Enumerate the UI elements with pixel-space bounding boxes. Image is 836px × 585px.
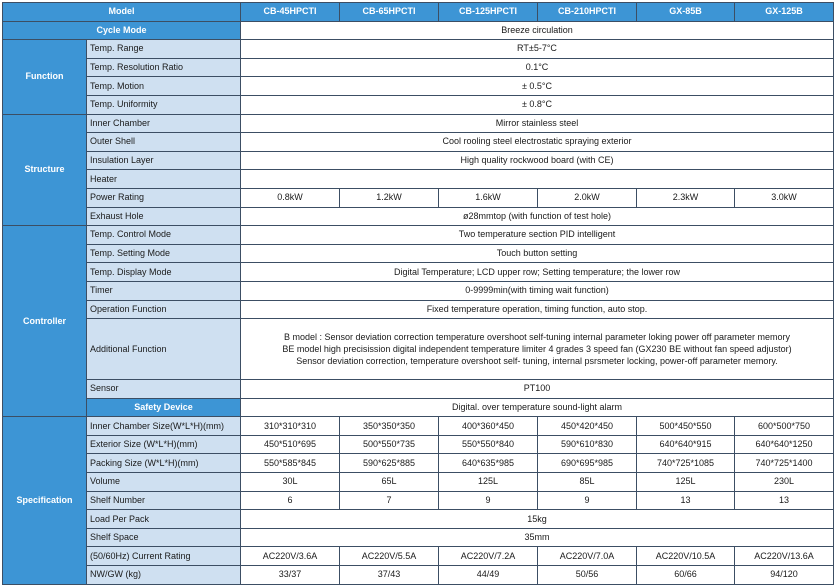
- cell-value: 3.0kW: [735, 188, 834, 207]
- row-value: Digital Temperature; LCD upper row; Setting temperature; the lower row: [241, 263, 834, 282]
- model-name: CB-65HPCTI: [340, 3, 439, 22]
- row-label: Additional Function: [87, 319, 241, 380]
- cell-value: 37/43: [340, 566, 439, 585]
- table-row: [3, 300, 834, 319]
- table-row: [3, 95, 834, 114]
- cell-value: 2.3kW: [637, 188, 735, 207]
- cell-value: 85L: [538, 473, 637, 492]
- model-name: CB-210HPCTI: [538, 3, 637, 22]
- additional-function-line: BE model high precisission digital independent temperature limiter 4 grades 3 speed fan (GX230 BE without fan speed adjustor): [282, 344, 792, 355]
- table-row: [3, 417, 834, 436]
- cell-value: 6: [241, 491, 340, 510]
- row-label: Shelf Number: [87, 491, 241, 510]
- cell-value: 640*635*985: [439, 454, 538, 473]
- table-row: [3, 77, 834, 96]
- table-row: [3, 454, 834, 473]
- cycle-mode-value: Breeze circulation: [241, 21, 834, 40]
- table-row: [3, 281, 834, 300]
- cell-value: 44/49: [439, 566, 538, 585]
- cell-value: 13: [637, 491, 735, 510]
- safety-device-value: Digital. over temperature sound-light alarm: [241, 398, 834, 417]
- cell-value: 125L: [637, 473, 735, 492]
- row-label: Temp. Resolution Ratio: [87, 58, 241, 77]
- row-value: Mirror stainless steel: [241, 114, 834, 133]
- cycle-mode-label: Cycle Mode: [3, 21, 241, 40]
- cell-value: AC220V/10.5A: [637, 547, 735, 566]
- table-row: [3, 566, 834, 585]
- row-label: Insulation Layer: [87, 151, 241, 170]
- cell-value: 65L: [340, 473, 439, 492]
- table-row: [3, 435, 834, 454]
- cell-value: 450*420*450: [538, 417, 637, 436]
- table-row: [3, 319, 834, 380]
- additional-function-line: B model : Sensor deviation correction temperature overshoot self-tuning internal parameter loking power off parameter memory: [283, 332, 791, 343]
- table-row: [3, 263, 834, 282]
- function-group-label: Function: [3, 40, 87, 114]
- cell-value: 50/56: [538, 566, 637, 585]
- row-label: Outer Shell: [87, 133, 241, 152]
- cell-value: 30L: [241, 473, 340, 492]
- row-label: Temp. Uniformity: [87, 95, 241, 114]
- row-value: 35mm: [241, 528, 834, 547]
- row-value: ø28mmtop (with function of test hole): [241, 207, 834, 226]
- cell-value: 310*310*310: [241, 417, 340, 436]
- cell-value: 640*640*915: [637, 435, 735, 454]
- row-label: Volume: [87, 473, 241, 492]
- row-label: Temp. Range: [87, 40, 241, 59]
- cell-value: 640*640*1250: [735, 435, 834, 454]
- table-row: [3, 473, 834, 492]
- cell-value: 230L: [735, 473, 834, 492]
- cell-value: 450*510*695: [241, 435, 340, 454]
- cell-value: 0.8kW: [241, 188, 340, 207]
- spec-table: [2, 2, 834, 585]
- row-label: Power Rating: [87, 188, 241, 207]
- table-row: [3, 491, 834, 510]
- row-label: Operation Function: [87, 300, 241, 319]
- table-row: [3, 58, 834, 77]
- model-name: CB-45HPCTI: [241, 3, 340, 22]
- table-row: [3, 510, 834, 529]
- safety-device-row: [3, 398, 834, 417]
- cell-value: AC220V/7.0A: [538, 547, 637, 566]
- cell-value: 1.6kW: [439, 188, 538, 207]
- cell-value: 9: [538, 491, 637, 510]
- row-label: NW/GW (kg): [87, 566, 241, 585]
- row-label: Inner Chamber: [87, 114, 241, 133]
- cell-value: 1.2kW: [340, 188, 439, 207]
- controller-group-label: Controller: [3, 226, 87, 417]
- cell-value: AC220V/5.5A: [340, 547, 439, 566]
- cell-value: 125L: [439, 473, 538, 492]
- cell-value: 94/120: [735, 566, 834, 585]
- table-row: [3, 207, 834, 226]
- specification-group-label: Specification: [3, 417, 87, 584]
- row-value: Fixed temperature operation, timing function, auto stop.: [241, 300, 834, 319]
- row-label: Exhaust Hole: [87, 207, 241, 226]
- additional-function-line: Sensor deviation correction, temperature overshoot self- tuning, internal psrsmeter locking, power-off parameter memory.: [296, 356, 778, 367]
- cell-value: 690*695*985: [538, 454, 637, 473]
- cell-value: 590*610*830: [538, 435, 637, 454]
- table-row: [3, 170, 834, 189]
- row-value: 0.1°C: [241, 58, 834, 77]
- table-row: [3, 244, 834, 263]
- row-label: (50/60Hz) Current Rating: [87, 547, 241, 566]
- row-label: Temp. Display Mode: [87, 263, 241, 282]
- cell-value: 550*585*845: [241, 454, 340, 473]
- row-label: Sensor: [87, 380, 241, 399]
- table-row: [3, 226, 834, 245]
- table-row: [3, 380, 834, 399]
- cell-value: 350*350*350: [340, 417, 439, 436]
- row-value: High quality rockwood board (with CE): [241, 151, 834, 170]
- cell-value: 2.0kW: [538, 188, 637, 207]
- table-row: [3, 40, 834, 59]
- safety-device-label: Safety Device: [87, 398, 241, 417]
- header-row: [3, 3, 834, 22]
- model-name: GX-125B: [735, 3, 834, 22]
- cell-value: 590*625*885: [340, 454, 439, 473]
- row-value: ± 0.8°C: [241, 95, 834, 114]
- table-row: [3, 133, 834, 152]
- cell-value: 550*550*840: [439, 435, 538, 454]
- row-label: Temp. Setting Mode: [87, 244, 241, 263]
- cell-value: 500*550*735: [340, 435, 439, 454]
- row-value: ± 0.5°C: [241, 77, 834, 96]
- cell-value: AC220V/7.2A: [439, 547, 538, 566]
- row-value: 15kg: [241, 510, 834, 529]
- row-value: Cool rooling steel electrostatic spraying exterior: [241, 133, 834, 152]
- row-value: RT±5-7°C: [241, 40, 834, 59]
- row-label: Temp. Motion: [87, 77, 241, 96]
- model-name: CB-125HPCTI: [439, 3, 538, 22]
- row-label: Temp. Control Mode: [87, 226, 241, 245]
- row-value: Two temperature section PID intelligent: [241, 226, 834, 245]
- cell-value: 9: [439, 491, 538, 510]
- cell-value: 400*360*450: [439, 417, 538, 436]
- row-label: Exterior Size (W*L*H)(mm): [87, 435, 241, 454]
- row-value: Touch button setting: [241, 244, 834, 263]
- cycle-mode-row: [3, 21, 834, 40]
- cell-value: 33/37: [241, 566, 340, 585]
- table-row: [3, 547, 834, 566]
- table-row: [3, 114, 834, 133]
- row-value: PT100: [241, 380, 834, 399]
- cell-value: 600*500*750: [735, 417, 834, 436]
- cell-value: 60/66: [637, 566, 735, 585]
- row-label: Heater: [87, 170, 241, 189]
- structure-group-label: Structure: [3, 114, 87, 226]
- cell-value: AC220V/13.6A: [735, 547, 834, 566]
- row-label: Packing Size (W*L*H)(mm): [87, 454, 241, 473]
- row-value: 0-9999min(with timing wait function): [241, 281, 834, 300]
- row-label: Shelf Space: [87, 528, 241, 547]
- table-row: [3, 151, 834, 170]
- model-header: Model: [3, 3, 241, 22]
- row-label: Timer: [87, 281, 241, 300]
- cell-value: 740*725*1085: [637, 454, 735, 473]
- cell-value: 13: [735, 491, 834, 510]
- cell-value: 740*725*1400: [735, 454, 834, 473]
- cell-value: 500*450*550: [637, 417, 735, 436]
- cell-value: AC220V/3.6A: [241, 547, 340, 566]
- row-value: [241, 170, 834, 189]
- row-label: Inner Chamber Size(W*L*H)(mm): [87, 417, 241, 436]
- row-label: Load Per Pack: [87, 510, 241, 529]
- table-row: [3, 528, 834, 547]
- model-name: GX-85B: [637, 3, 735, 22]
- cell-value: 7: [340, 491, 439, 510]
- table-row: [3, 188, 834, 207]
- additional-function-value: [241, 319, 834, 380]
